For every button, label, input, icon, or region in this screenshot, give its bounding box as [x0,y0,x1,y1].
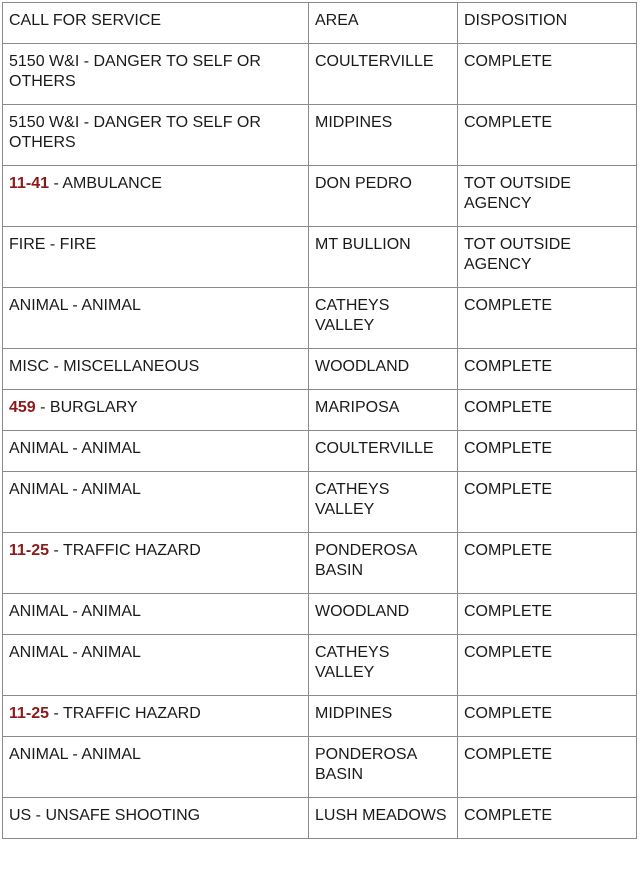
table-row [3,737,637,798]
table-row [3,349,637,390]
call-description: ANIMAL - ANIMAL [9,481,141,498]
table-row [3,105,637,166]
call-cell [3,166,309,227]
call-cell [3,390,309,431]
disposition-cell: COMPLETE [458,737,637,798]
area-cell: COULTERVILLE [309,431,458,472]
call-cell [3,227,309,288]
call-description: MISC - MISCELLANEOUS [9,358,200,375]
disposition-cell: COMPLETE [458,533,637,594]
call-description: - AMBULANCE [49,175,162,192]
disposition-cell: COMPLETE [458,472,637,533]
disposition-cell: COMPLETE [458,635,637,696]
call-cell [3,431,309,472]
call-cell [3,44,309,105]
disposition-cell: COMPLETE [458,349,637,390]
disposition-cell: COMPLETE [458,594,637,635]
call-cell [3,594,309,635]
area-cell: MT BULLION [309,227,458,288]
table-row [3,431,637,472]
table-row [3,472,637,533]
area-cell: COULTERVILLE [309,44,458,105]
call-cell [3,696,309,737]
call-cell [3,349,309,390]
disposition-cell: COMPLETE [458,798,637,839]
call-description: - TRAFFIC HAZARD [49,542,201,559]
area-cell: PONDEROSA BASIN [309,737,458,798]
table-row [3,594,637,635]
area-cell: LUSH MEADOWS [309,798,458,839]
call-description: FIRE - FIRE [9,236,97,253]
call-cell [3,798,309,839]
call-cell [3,105,309,166]
call-description: ANIMAL - ANIMAL [9,440,141,457]
area-cell: PONDEROSA BASIN [309,533,458,594]
disposition-cell: TOT OUTSIDE AGENCY [458,166,637,227]
disposition-cell: COMPLETE [458,431,637,472]
disposition-cell: COMPLETE [458,288,637,349]
area-cell: DON PEDRO [309,166,458,227]
table-row [3,635,637,696]
call-cell [3,472,309,533]
area-cell: CATHEYS VALLEY [309,472,458,533]
call-description: 5150 W&I - DANGER TO SELF OR OTHERS [9,114,261,151]
calls-table [2,2,637,839]
area-cell: MARIPOSA [309,390,458,431]
header-area: AREA [309,3,458,44]
disposition-cell: TOT OUTSIDE AGENCY [458,227,637,288]
call-cell [3,737,309,798]
table-row [3,533,637,594]
call-description: ANIMAL - ANIMAL [9,603,141,620]
area-cell: MIDPINES [309,696,458,737]
table-body [3,44,637,839]
area-cell: CATHEYS VALLEY [309,288,458,349]
call-description: ANIMAL - ANIMAL [9,644,141,661]
disposition-cell: COMPLETE [458,105,637,166]
disposition-cell: COMPLETE [458,44,637,105]
call-description: - TRAFFIC HAZARD [49,705,201,722]
header-row [3,3,637,44]
call-code: 11-25 [9,542,50,559]
area-cell: CATHEYS VALLEY [309,635,458,696]
area-cell: WOODLAND [309,349,458,390]
call-code: 11-25 [9,705,50,722]
call-code: 11-41 [9,175,50,192]
call-description: ANIMAL - ANIMAL [9,746,141,763]
call-description: - BURGLARY [35,399,138,416]
call-description: 5150 W&I - DANGER TO SELF OR OTHERS [9,53,261,90]
table-row [3,166,637,227]
table-row [3,390,637,431]
call-cell [3,635,309,696]
table-row [3,227,637,288]
table-row [3,696,637,737]
call-cell [3,288,309,349]
disposition-cell: COMPLETE [458,696,637,737]
call-code: 459 [9,399,36,416]
call-description: US - UNSAFE SHOOTING [9,807,201,824]
table-row [3,288,637,349]
disposition-cell: COMPLETE [458,390,637,431]
table-row [3,798,637,839]
call-cell [3,533,309,594]
header-call-for-service: CALL FOR SERVICE [3,3,309,44]
area-cell: MIDPINES [309,105,458,166]
header-disposition: DISPOSITION [458,3,637,44]
area-cell: WOODLAND [309,594,458,635]
call-description: ANIMAL - ANIMAL [9,297,141,314]
table-row [3,44,637,105]
